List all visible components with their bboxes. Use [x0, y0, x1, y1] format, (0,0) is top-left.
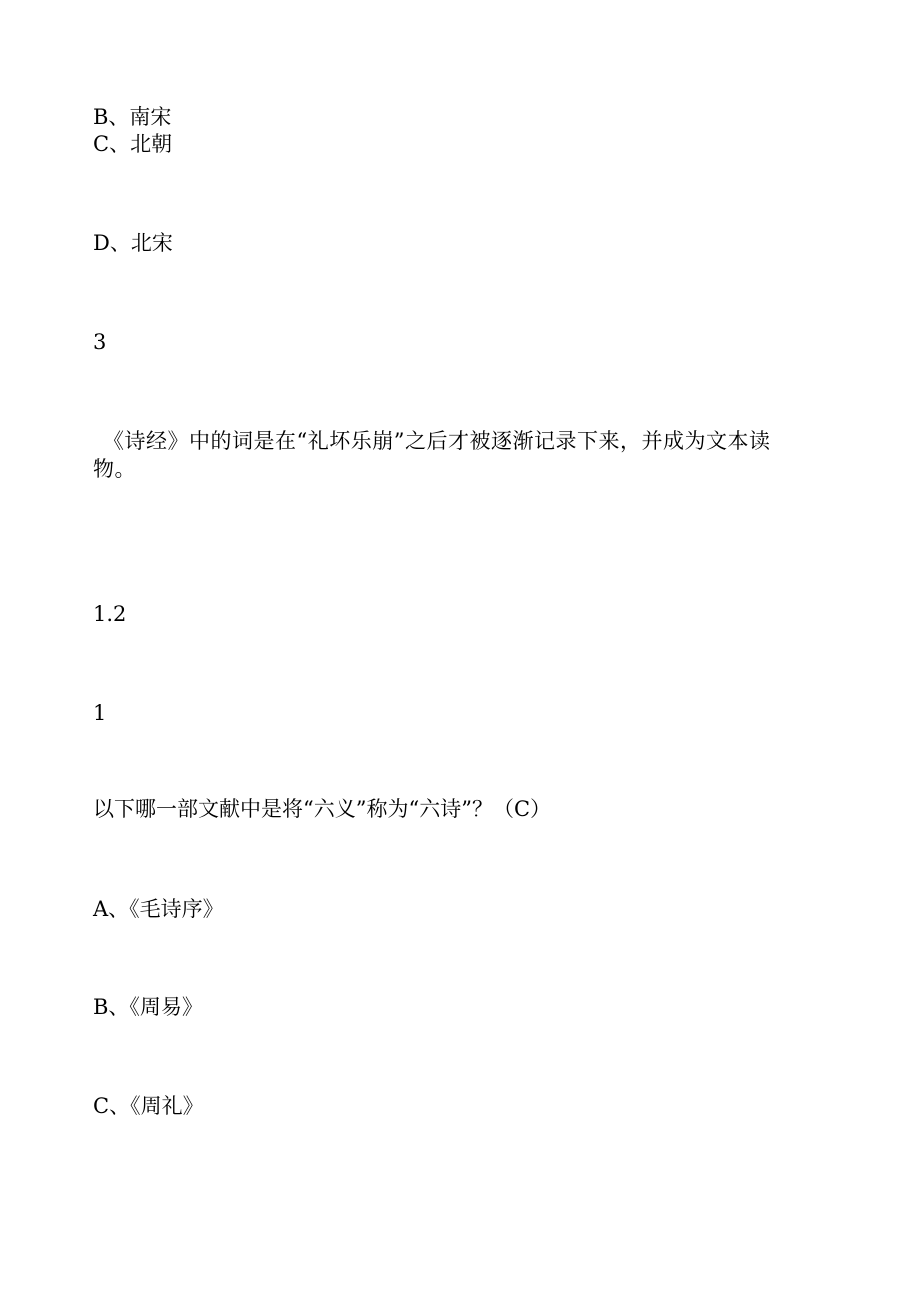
question-text: 以下哪一部文献中是将“六义”称为“六诗”？（C）	[93, 797, 552, 821]
question-number: 3	[93, 330, 107, 354]
option-c-text: C、《周礼》	[93, 1094, 204, 1118]
section-number: 1.2	[93, 602, 127, 626]
question-number: 1	[93, 701, 107, 725]
option-b-text: B、南宋	[93, 105, 172, 129]
option-a-text: A、《毛诗序》	[93, 897, 224, 921]
statement-text: 《诗经》中的词是在“礼坏乐崩”之后才被逐渐记录下来，并成为文本读物。	[93, 429, 771, 481]
option-c-text: C、北朝	[93, 132, 173, 156]
option-b-text: B、《周易》	[93, 995, 203, 1019]
option-d-text: D、北宋	[93, 231, 173, 255]
